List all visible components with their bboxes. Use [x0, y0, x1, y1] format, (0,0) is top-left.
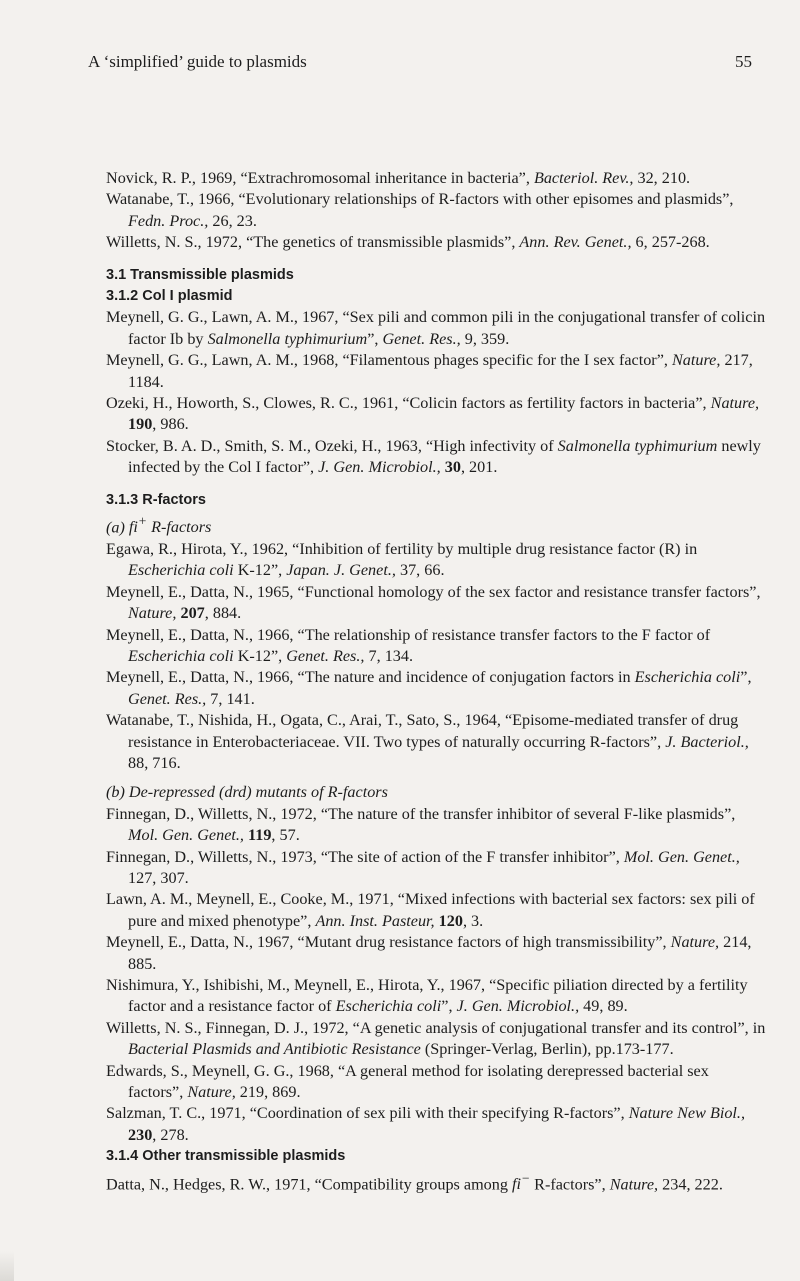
reference-entry: Novick, R. P., 1969, “Extrachromosomal inheritance in bacteria”, Bacteriol. Rev., 32, 210. — [106, 169, 691, 187]
section-heading: 3.1 Transmissible plasmids — [106, 266, 294, 283]
reference-entry: Meynell, G. G., Lawn, A. M., 1967, “Sex pili and common pili in the conjugational transfer of colicin factor Ib by Salmonella typhimurium”, Genet. Res., 9, 359. — [106, 308, 766, 348]
reference-entry: Lawn, A. M., Meynell, E., Cooke, M., 1971, “Mixed infections with bacterial sex factors: sex pili of pure and mixed phenotype”, Ann. Inst. Pasteur, 120, 3. — [106, 890, 755, 930]
page-number: 55 — [735, 52, 752, 71]
subsection-heading: (a) fi+ R-factors — [106, 514, 212, 537]
reference-list — [106, 168, 766, 1195]
reference-entry: Stocker, B. A. D., Smith, S. M., Ozeki, H., 1963, “High infectivity of Salmonella typhimurium newly infected by the Col I factor”, J. Gen. Microbiol., 30, 201. — [106, 436, 761, 477]
reference-entry: Meynell, G. G., Lawn, A. M., 1968, “Filamentous phages specific for the I sex factor”, Nature, 217, 1184. — [106, 351, 753, 391]
reference-entry: Edwards, S., Meynell, G. G., 1968, “A general method for isolating derepressed bacterial sex factors”, Nature, 219, 869. — [106, 1061, 709, 1102]
subsection-heading: (b) De-repressed (drd) mutants of R-factors — [106, 783, 388, 802]
running-title: A ‘simplified’ guide to plasmids — [88, 52, 307, 71]
reference-entry: Meynell, E., Datta, N., 1966, “The nature and incidence of conjugation factors in Escherichia coli”, Genet. Res., 7, 141. — [106, 668, 752, 708]
reference-entry: Nishimura, Y., Ishibishi, M., Meynell, E., Hirota, Y., 1967, “Specific piliation directed by a fertility factor and a resistance factor of Escherichia coli”, J. Gen. Microbiol., 49, 89. — [106, 976, 748, 1016]
page-edge-shadow — [0, 1251, 14, 1281]
reference-entry: Willetts, N. S., Finnegan, D. J., 1972, “A genetic analysis of conjugational transfer and its control”, in Bacterial Plasmids and Antibiotic Resistance (Springer-Verlag, Berlin), pp.173-177. — [106, 1018, 766, 1059]
reference-entry: Datta, N., Hedges, R. W., 1971, “Compatibility groups among fi− R-factors”, Nature, 234, 222. — [106, 1170, 723, 1194]
section-heading: 3.1.3 R-factors — [106, 491, 206, 508]
reference-entry: Willetts, N. S., 1972, “The genetics of transmissible plasmids”, Ann. Rev. Genet., 6, 257-268. — [106, 233, 710, 252]
reference-entry: Meynell, E., Datta, N., 1965, “Functional homology of the sex factor and resistance transfer factors”, Nature, 207, 884. — [106, 582, 761, 623]
reference-entry: Meynell, E., Datta, N., 1967, “Mutant drug resistance factors of high transmissibility”, Nature, 214, 885. — [106, 933, 752, 973]
page-header — [88, 52, 752, 76]
reference-entry: Watanabe, T., Nishida, H., Ogata, C., Arai, T., Sato, S., 1964, “Episome-mediated transfer of drug resistance in Enterobacteriaceae. VII. Two types of naturally occurring R-factors”, J. Bacteriol., 88, 716. — [106, 711, 749, 772]
reference-entry: Egawa, R., Hirota, Y., 1962, “Inhibition of fertility by multiple drug resistance factor (R) in Escherichia coli K-12”, Japan. J. Genet., 37, 66. — [106, 539, 698, 580]
reference-entry: Salzman, T. C., 1971, “Coordination of sex pili with their specifying R-factors”, Nature New Biol., 230, 278. — [106, 1104, 746, 1144]
reference-entry: Finnegan, D., Willetts, N., 1972, “The nature of the transfer inhibitor of several F-like plasmids”, Mol. Gen. Genet., 119, 57. — [106, 804, 736, 845]
reference-entry: Watanabe, T., 1966, “Evolutionary relationships of R-factors with other episomes and plasmids”, Fedn. Proc., 26, 23. — [106, 190, 734, 230]
reference-entry: Meynell, E., Datta, N., 1966, “The relationship of resistance transfer factors to the F factor of Escherichia coli K-12”, Genet. Res., 7, 134. — [106, 625, 711, 665]
reference-entry: Ozeki, H., Howorth, S., Clowes, R. C., 1961, “Colicin factors as fertility factors in bacteria”, Nature, 190, 986. — [106, 394, 760, 434]
section-heading: 3.1.4 Other transmissible plasmids — [106, 1148, 346, 1165]
section-heading: 3.1.2 Col I plasmid — [106, 288, 233, 305]
reference-entry: Finnegan, D., Willetts, N., 1973, “The site of action of the F transfer inhibitor”, Mol. Gen. Genet., 127, 307. — [106, 847, 740, 887]
